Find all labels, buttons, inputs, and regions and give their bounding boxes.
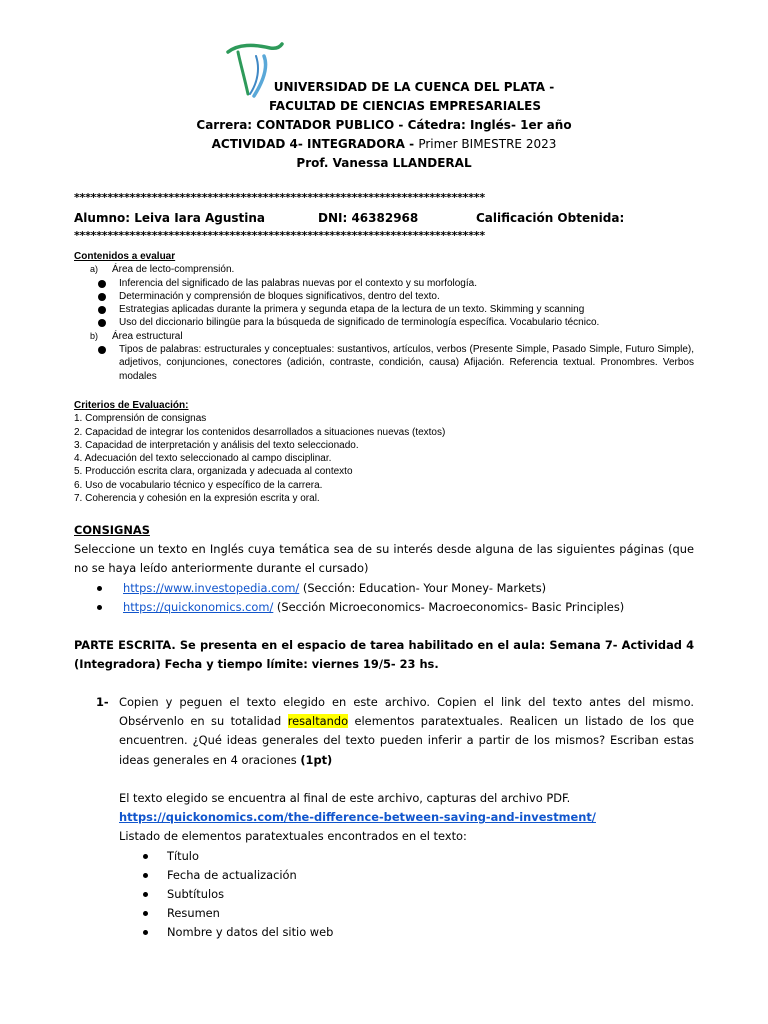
career-line: Carrera: CONTADOR PUBLICO - Cátedra: Inglés- 1er año — [196, 118, 572, 132]
section-a-label: Área de lecto-comprensión. — [112, 264, 235, 276]
list-item: Uso del diccionario bilingüe para la búsqueda de significado de terminología específica. Vocabulario técnico. — [74, 316, 694, 329]
link-description: (Sección Microeconomics- Macroeconomics- Basic Principles) — [273, 599, 625, 614]
activity-title: ACTIVIDAD 4- INTEGRADORA - — [211, 137, 419, 151]
task-points: (1pt) — [300, 752, 333, 767]
list-item: Estrategias aplicadas durante la primera y segunda etapa de la lectura de un texto. Skimming y scanning — [74, 303, 694, 316]
faculty-name: FACULTAD DE CIENCIAS EMPRESARIALES — [268, 99, 541, 113]
list-item: 5. Producción escrita clara, organizada y adecuada al contexto — [74, 466, 353, 478]
activity-line — [0, 137, 768, 151]
task-1-instructions: Copien y peguen el texto elegido en este archivo. Copien el link del texto antes del mismo. Obsérvenlo en su totalidad resaltando elementos paratextuales. Realicen un listado de los que encuentren. ¿Qué ideas generales del texto pueden inferir a partir de los mismos? Escriban estas ideas generales en 4 oraciones (1pt) — [119, 695, 694, 767]
list-item: 3. Capacidad de interpretación y análisis del texto seleccionado. — [74, 439, 359, 451]
student-line — [74, 211, 714, 225]
list-item: Determinación y comprensión de bloques significativos, dentro del texto. — [74, 290, 694, 303]
criteria-title: Criterios de Evaluación: — [74, 400, 189, 411]
bullet-icon — [143, 930, 148, 935]
list-item — [74, 579, 694, 598]
list-title: Listado de elementos paratextuales encontrados en el texto: — [119, 829, 467, 844]
list-item: 1. Comprensión de consignas — [74, 413, 207, 425]
bullet-icon — [143, 911, 148, 916]
list-item: 6. Uso de vocabulario técnico y específico de la carrera. — [74, 479, 323, 491]
list-item: 2. Capacidad de integrar los contenidos desarrollados a situaciones nuevas (textos) — [74, 426, 446, 438]
list-item: Nombre y datos del sitio web — [119, 923, 694, 942]
list-item: Título — [119, 847, 694, 866]
grade-label: Calificación Obtenida: — [476, 211, 625, 225]
section-a-marker: a) — [90, 264, 99, 275]
contents-title: Contenidos a evaluar — [74, 251, 176, 262]
section-a — [74, 263, 694, 276]
answer-intro: El texto elegido se encuentra al final de este archivo, capturas del archivo PDF. — [119, 791, 571, 805]
bullet-icon — [143, 892, 148, 897]
consignas-intro: Seleccione un texto en Inglés cuya temática sea de su interés desde alguna de las siguientes páginas (que no se haya leído anteriormente durante el cursado) — [74, 542, 694, 576]
list-item: Fecha de actualización — [119, 866, 694, 885]
section-b-marker: b) — [90, 330, 99, 341]
parte-escrita: PARTE ESCRITA. Se presenta en el espacio de tarea habilitado en el aula: Semana 7- Actividad 4 (Integradora) Fecha y tiempo límite: viernes 19/5- 23 hs. — [74, 638, 694, 672]
list-item: Resumen — [119, 904, 694, 923]
list-item: Subtítulos — [119, 885, 694, 904]
task-number: 1- — [96, 695, 109, 709]
list-item: Tipos de palabras: estructurales y conceptuales: sustantivos, artículos, verbos (Presente Simple, Pasado Simple, Futuro Simple), adjetivos, conjunciones, conectores (adición, contraste, condición, causa) Afijación. Referencia textual. Pronombres. Verbos modales — [74, 343, 694, 383]
investopedia-link[interactable]: https://www.investopedia.com/ — [123, 580, 300, 595]
university-name: UNIVERSIDAD DE LA CUENCA DEL PLATA - — [273, 80, 555, 94]
consignas-title: CONSIGNAS — [74, 523, 150, 537]
list-item: 4. Adecuación del texto seleccionado al campo disciplinar. — [74, 453, 332, 465]
contents-section — [74, 250, 694, 383]
list-item — [74, 598, 694, 617]
section-b-label: Área estructural — [112, 330, 183, 342]
activity-period: Primer BIMESTRE 2023 — [418, 137, 557, 151]
bullet-icon — [97, 586, 102, 591]
bullet-icon — [98, 280, 106, 288]
bullet-icon — [143, 873, 148, 878]
answer-link[interactable]: https://quickonomics.com/the-difference-between-saving-and-investment/ — [119, 810, 596, 825]
quickonomics-link[interactable]: https://quickonomics.com/ — [123, 599, 274, 614]
consignas-section — [74, 521, 694, 617]
separator-top: ************************************************************************** — [74, 192, 485, 204]
task-1 — [119, 693, 694, 943]
link-description: (Sección: Education- Your Money- Markets) — [299, 580, 547, 595]
separator-bottom: ************************************************************************** — [74, 230, 485, 242]
criteria-section — [74, 399, 694, 505]
section-b — [74, 330, 694, 343]
professor-name: Prof. Vanessa LLANDERAL — [296, 156, 472, 170]
student-name: Alumno: Leiva Iara Agustina — [74, 211, 266, 225]
list-item: Inferencia del significado de las palabras nuevas por el contexto y su morfología. — [74, 277, 694, 290]
student-dni: DNI: 46382968 — [318, 211, 419, 225]
highlighted-word: resaltando — [287, 714, 349, 729]
list-item: 7. Coherencia y cohesión en la expresión escrita y oral. — [74, 493, 320, 505]
bullet-icon — [97, 605, 102, 610]
bullet-icon — [98, 293, 106, 301]
bullet-icon — [143, 854, 148, 859]
